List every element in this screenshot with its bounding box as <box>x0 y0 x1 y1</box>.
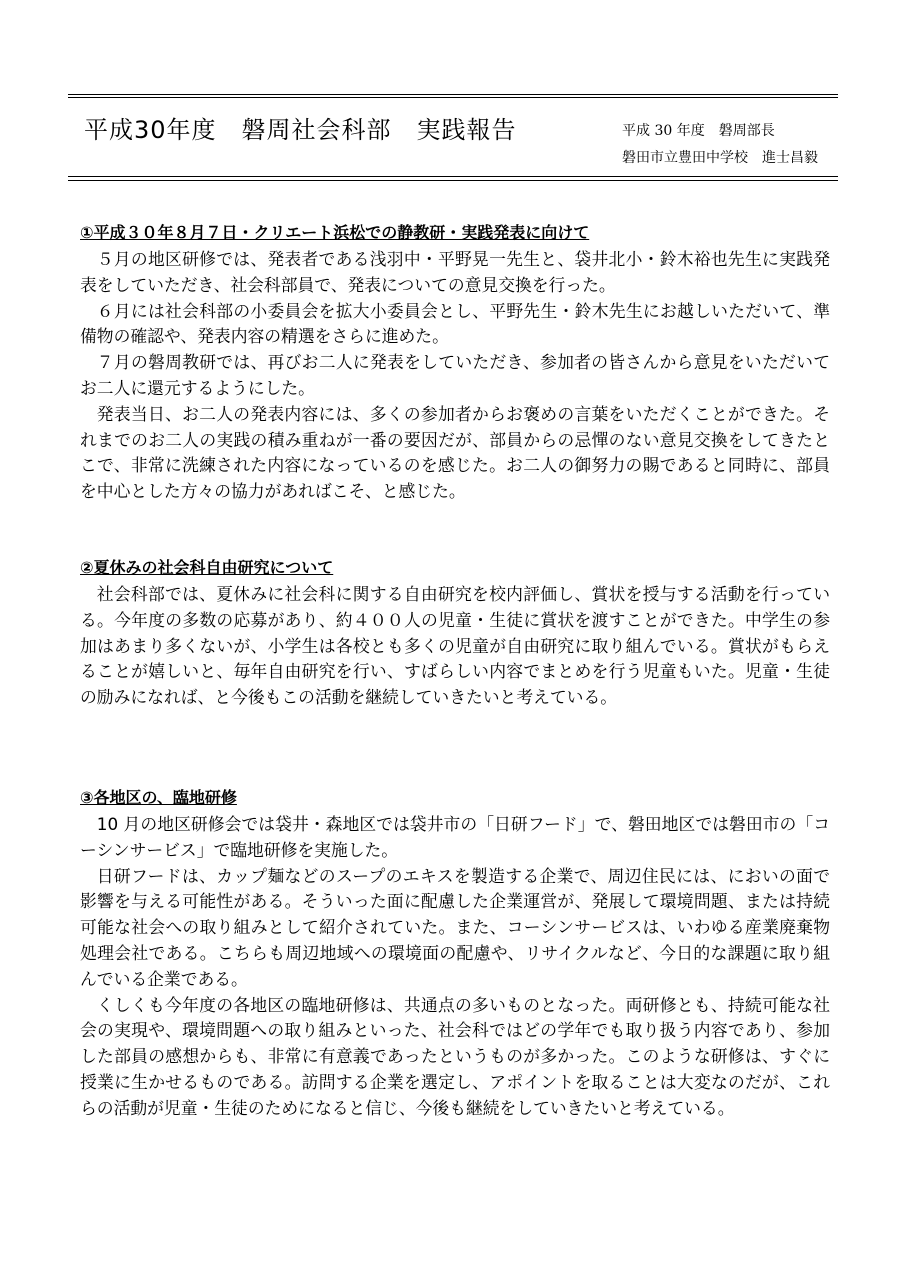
section-1 <box>80 220 830 505</box>
section-2 <box>80 555 830 711</box>
header-rule-1 <box>68 176 838 177</box>
section-3 <box>80 785 830 1122</box>
author-name: 磐田市立豊田中学校 進士昌毅 <box>622 150 818 166</box>
section-heading: ①平成３０年８月７日・クリエート浜松での静教研・実践発表に向けて <box>80 223 590 242</box>
paragraph: 発表当日、お二人の発表内容には、多くの参加者からお褒めの言葉をいただくことができた。それまでのお二人の実践の積み重ねが一番の要因だが、部員からの忌憚のない意見交換をしてきたとこで、非常に洗練された内容になっているのを感じた。お二人の御努力の賜であると同時に、部員を中心とした方々の協力があればこそ、と感じた。 <box>80 403 830 502</box>
paragraph: 10 月の地区研修会では袋井・森地区では袋井市の「日研フード」で、磐田地区では磐田市の「コーシンサービス」で臨地研修を実施した。 <box>80 814 830 860</box>
paragraph: 日研フードは、カップ麺などのスープのエキスを製造する企業で、周辺住民には、においの面で影響を与える可能性がある。そういった面に配慮した企業運営が、発展して環境問題、または持続可能な社会への取り組みとして紹介されていた。また、コーシンサービスは、いわゆる産業廃棄物処理会社である。こちらも周辺地域への環境面の配慮や、リサイクルなど、今日的な課題に取り組んでいる企業である。 <box>80 865 830 989</box>
header-rule-2 <box>68 180 838 181</box>
section-heading: ③各地区の、臨地研修 <box>80 788 237 807</box>
page-title: 平成30年度 磐周社会科部 実践報告 <box>84 116 517 144</box>
paragraph: ６月には社会科部の小委員会を拡大小委員会とし、平野先生・鈴木先生にお越しいただいて、準備物の確認や、発表内容の精選をさらに進めた。 <box>80 300 830 347</box>
top-rule-2 <box>68 97 838 98</box>
paragraph: ５月の地区研修では、発表者である浅羽中・平野晃一先生と、袋井北小・鈴木裕也先生に実践発表をしていただき、社会科部員で、発表についての意見交換を行った。 <box>80 249 830 295</box>
section-heading: ②夏休みの社会科自由研究について <box>80 558 334 577</box>
paragraph: ７月の磐周教研では、再びお二人に発表をしていただき、参加者の皆さんから意見をいただいてお二人に還元するようにした。 <box>80 352 830 398</box>
top-rule-1 <box>68 94 838 95</box>
author-role: 平成 30 年度 磐周部長 <box>622 123 775 139</box>
paragraph: 社会科部では、夏休みに社会科に関する自由研究を校内評価し、賞状を授与する活動を行っている。今年度の多数の応募があり、約４００人の児童・生徒に賞状を渡すことができた。中学生の参加はあまり多くないが、小学生は各校とも多くの児童が自由研究に取り組んでいる。賞状がもらえることが嬉しいと、毎年自由研究を行い、すばらしい内容でまとめを行う児童もいた。児童・生徒の励みになれば、と今後もこの活動を継続していきたいと考えている。 <box>80 584 830 708</box>
paragraph: くしくも今年度の各地区の臨地研修は、共通点の多いものとなった。両研修とも、持続可能な社会の実現や、環境問題への取り組みといった、社会科ではどの学年でも取り扱う内容であり、参加した部員の感想からも、非常に有意義であったというものが多かった。このような研修は、すぐに授業に生かせるものである。訪問する企業を選定し、アポイントを取ることは大変なのだが、これらの活動が児童・生徒のためになると信じ、今後も継続をしていきたいと考えている。 <box>80 994 830 1118</box>
